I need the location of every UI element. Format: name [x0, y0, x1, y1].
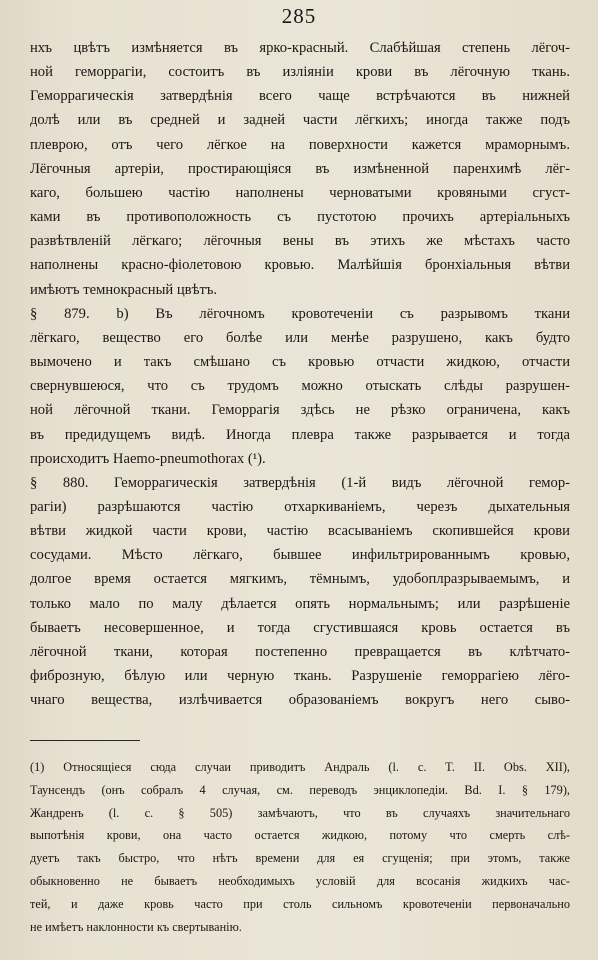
footnote-line: обыкновенно не бываетъ необходимыхъ условій для всосанія жидкихъ час- — [30, 873, 570, 888]
text-line: сосудами. Мѣсто лёгкаго, бывшее инфильтрированнымъ кровью, — [30, 547, 570, 564]
text-line: ками въ противоположность съ пустотою прочихъ артеріальныхъ — [30, 209, 570, 226]
footnote-line: тей, и даже кровь часто при столь сильномъ кровотеченіи первоначально — [30, 896, 570, 911]
text-line: Геморрагическія затвердѣнія всего чаще встрѣчаются въ нижней — [30, 88, 570, 105]
text-line: въ предидущемъ видѣ. Иногда плевра также разрывается и тогда — [30, 426, 570, 443]
text-line: каго, большею частію наполнены черноватыми кровяными сгуст- — [30, 184, 570, 201]
footnote-divider — [30, 740, 140, 741]
text-line: плеврою, отъ чего лёгкое на поверхности кажется мраморнымъ. — [30, 136, 570, 153]
text-line: лёгочной ткани, которая постепенно превращается въ клѣтчато- — [30, 643, 570, 660]
main-text — [30, 36, 570, 712]
footnote-line: дуетъ такъ быстро, что нѣтъ времени для ея сгущенія; при этомъ, также — [30, 851, 570, 866]
text-line: фиброзную, бѣлую или черную ткань. Разрушеніе геморрагіею лёго- — [30, 668, 570, 685]
footnotes — [30, 756, 570, 938]
footnote-line: выпотѣнія крови, она часто остается жидкою, потому что смерть слѣ- — [30, 828, 570, 843]
text-line: ной лёгочной ткани. Геморрагія здѣсь не рѣзко ограничена, какъ — [30, 402, 570, 419]
footnote-line: не имѣетъ наклонности къ свертыванію. — [30, 919, 242, 934]
page-number: 285 — [281, 4, 317, 28]
footnote-line: (1) Относящіеся сюда случаи приводитъ Андраль (l. c. T. II. Obs. XII), — [30, 760, 570, 774]
text-line: нхъ цвѣтъ измѣняется въ ярко-красный. Слабѣйшая степень лёгоч- — [30, 40, 570, 56]
text-line: имѣютъ темнокрасный цвѣтъ. — [30, 281, 218, 298]
text-line: развѣтвленій лёгкаго; лёгочныя вены въ этихъ же мѣстахъ часто — [30, 233, 570, 250]
text-line: наполнены красно-фіолетовою кровью. Малѣйшія бронхіальныя вѣтви — [30, 257, 570, 274]
text-line: долѣ или въ средней и задней части лёгкихъ; иногда также подъ — [30, 112, 570, 129]
footnote-line: Таунсендъ (онъ собралъ 4 случая, см. переводъ энциклопедіи. Bd. I. § 179), — [30, 782, 570, 797]
text-line: долгое время остается мягкимъ, тёмнымъ, удобоплразрываемымъ, и — [30, 571, 570, 588]
text-line: только мало по малу дѣлается опять нормальнымъ; или разрѣшеніе — [30, 595, 570, 612]
text-line: свернувшеюся, что съ трудомъ можно отыскать слѣды разрушен- — [30, 378, 570, 395]
section-879-heading-line: § 879. b) Въ лёгочномъ кровотеченіи съ разрывомъ ткани — [30, 305, 570, 322]
text-line: лёгкаго, вещество его болѣе или менѣе разрушено, какъ будто — [30, 329, 570, 346]
text-line: Лёгочныя артеріи, простирающіяся въ измѣненной паренхимѣ лёг- — [30, 160, 570, 177]
text-line: чнаго вещества, излѣчивается образованіемъ вокругъ него сыво- — [30, 692, 570, 709]
text-line: происходитъ Haemo-pneumothorax (¹). — [30, 450, 266, 467]
text-line: ной геморрагіи, состоитъ въ изліяніи крови въ лёгочную ткань. — [30, 64, 570, 81]
footnote-line: Жандренъ (l. c. § 505) замѣчаютъ, что въ случаяхъ значительнаго — [30, 805, 570, 820]
text-line: вымочено и такъ смѣшано съ кровью отчасти жидкою, отчасти — [30, 354, 570, 371]
text-line: бываетъ несовершенное, и тогда сгустившаяся кровь остается въ — [30, 619, 570, 636]
text-line: вѣтви жидкой части крови, частію всасываніемъ скопившейся крови — [30, 523, 570, 540]
text-line: рагіи) разрѣшаются частію отхаркиваніемъ, черезъ дыхательныя — [30, 498, 570, 515]
section-880-heading-line: § 880. Геморрагическія затвердѣнія (1-й видъ лёгочной гемор- — [30, 474, 570, 491]
